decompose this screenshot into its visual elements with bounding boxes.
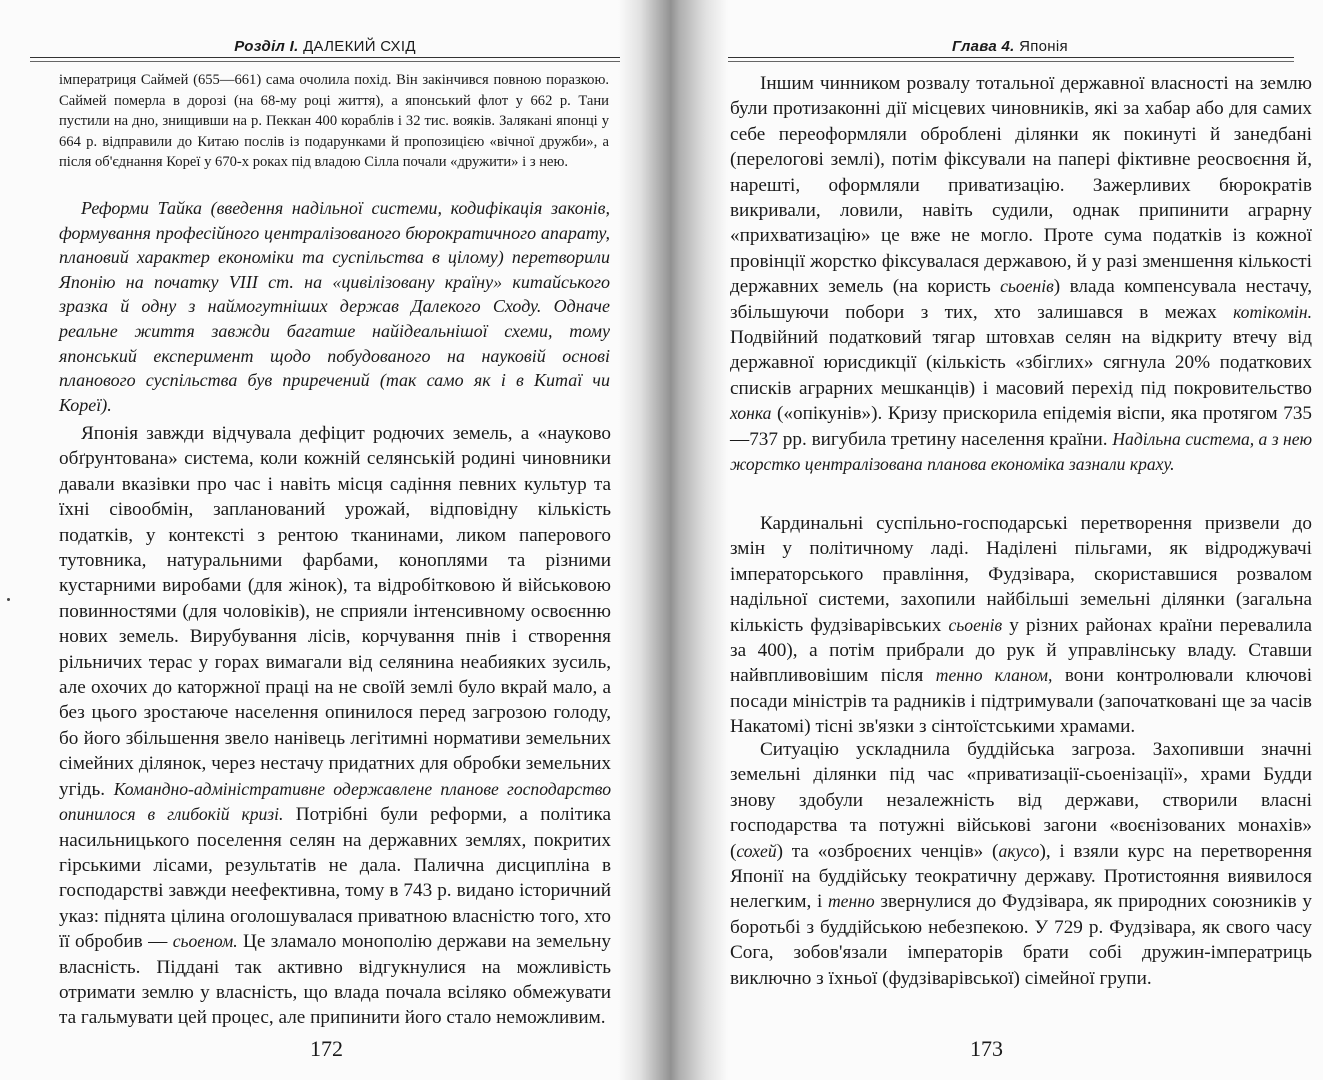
section-label: Розділ І. [234, 38, 299, 55]
text-run: Ситуацію ускладнила буддійська загроза. Захопивши значні земельні ділянки під час «приватизації-сьоенізації», храми Будди знову здобули незалежність від держави, створили власні господарства та потужні військові загони «воєнізованих монахів» ( [730, 739, 1312, 862]
body-term: сьоеном. [172, 931, 238, 952]
margin-mark [7, 598, 10, 601]
right-paragraph-1 [730, 71, 1312, 478]
text-run: вони контролювали ключові посади міністрів та радників і підтримували (започатковані ще за часів Накатомі) тісні зв'язки з сінтоїстськими храмами. [730, 665, 1313, 738]
term: акусо [998, 840, 1040, 861]
text-run: («опікунів»). Кризу прискорила епідемія віспи, яка протягом 735—737 рр. вигубила третину населення країни. [730, 403, 1313, 450]
right-paragraph-3 [730, 737, 1312, 991]
term: хонка [730, 403, 772, 424]
running-head-left [30, 38, 620, 55]
left-page [0, 0, 650, 1080]
term: котікомін. [1233, 301, 1313, 322]
text-run: ) влада компенсувала нестачу, збільшуючи побори з тих, хто залишався в межах [730, 276, 1313, 323]
italic-sentence: Надільна система, а з нею жорстко централізована планова економіка зазнали краху. [730, 428, 1312, 475]
chapter-label: Глава 4. [952, 38, 1015, 55]
italic-summary-paragraph: Реформи Тайка (введення надільної системи, кодифікація законів, формування професійного централізованого бюрократичного апарату, плановий характер економіки та суспільства в цілому) перетворили Японію на початку VIII ст. на «цивілізовану країну» китайського зразка й одну з наймогутніших держав Далекого Сходу. Одначе реальне життя завжди багатше найідеальнішої схеми, тому японський експеримент щодо побудованого на науковій основі планового суспільства був приречений (так само як і в Китаї чи Кореї). [59, 198, 610, 415]
term: сьоенів [948, 614, 1003, 635]
header-rule [728, 57, 1294, 62]
body-text-1: Японія завжди відчувала дефіцит родючих земель, а «науково обґрунтована» система, коли кожній селянській родині чиновники давали вказівки про час і навіть місця садіння певних культур та їхні сівообмін, запланований урожай, відповідну кількість податків, у контексті з рентою тканинами, ликом паперового тутовника, натуральними фарбами, коноплями та різними кустарними виробами (для жінок), та відробітковою й військовою повинностями (для чоловіків), не сприяли інтенсивному освоєнню нових земель. Вирубування лісів, корчування пнів і створення рільничих терас у горах вимагали від селянина неабияких зусиль, але охочих до каторжної праці на не своїй землі було вкрай мало, а без цього зростаюче населення опинилося перед загрозою голоду, бо його збільшення звело нанівець легітимні нормативи земельних сімейних ділянок, через нестачу придатних для обробки земельних угідь. [59, 423, 611, 800]
body-paragraph [59, 421, 611, 1031]
text-run: звернулися до Фудзівара, як природних союзників у боротьбі з буддійською небезпекою. У 729 р. Фудзівара, як свого часу Сога, зобов'язали імператорів брати собі дружин-імператриць виключно з їхньої (фудзіварівської) сімейної групи. [730, 891, 1312, 989]
running-head-right [730, 38, 1290, 55]
body-text-2: Потрібні були реформи, а політика насильницького поселення селян на державних землях, покритих гірськими лісами, результатів не дала. Палична дисципліна в господарстві завжди неефективна, тому в 743 р. видано історичний указ: піднята цілина оголошувалася приватною власністю того, хто її обробив — [59, 804, 611, 953]
text-run: Іншим чинником розвалу тотальної державної власності на землю були протизаконні дії місцевих чиновників, які за хабар або для самих себе переоформляли оброблені ділянки як покинуті й занедбані (перелогові землі), потім фіксували на папері фіктивне реосвоєння й, нарешті, оформляли приватизацію. Зажерливих бюрократів викривали, ловили, навіть судили, однак припинити аграрну «прихватизацію» це вже не могло. Проте сума податків із кожної провінції жорстко фіксувалася державою, й у разі зменшення кількості державних земель (на користь [730, 73, 1312, 298]
page-number-left: 172 [310, 1036, 343, 1061]
term: сьоенів [1000, 276, 1054, 297]
chapter-title: Японія [1019, 38, 1068, 55]
text-run: ), і взяли курс на перетворення Японії на буддійську теократичну державу. Протистояння виявилося нелегким, і [730, 840, 1312, 913]
term: тенно кланом, [935, 665, 1053, 686]
text-run: Кардинальні суспільно-господарські перетворення призвели до змін у політичному ладі. Наділені пільгами, як відроджувачі імператорського правління, Фудзівара, скориставшися розвалом надільної системи, захопили найбільші земельні ділянки (загальна кількість фудзіварівських [730, 513, 1312, 636]
small-print-paragraph: імператриця Саймей (655—661) сама очолила похід. Він закінчився повною поразкою. Саймей померла в дорозі (на 68-му році життя), а японський флот у 662 р. Тани пустили на дно, знищивши на р. Пеккан 400 кораблів і 32 тис. вояків. Залякані японці у 664 р. відправили до Китаю послів із подарунками й пропозицією «вічної дружби», а після об'єднання Кореї у 670-х роках під владою Сілла почали «дружити» і з нею. [59, 72, 609, 170]
body-text-3: Це зламало монополію держави на земельну власність. Піддані так активно відгукнулися на можливість отримати землю у власність, що влада почала всіляко обмежувати та гальмувати цей процес, але припинити його стало неможливим. [59, 931, 612, 1029]
right-paragraph-2 [730, 511, 1312, 740]
page-number-right: 173 [970, 1036, 1003, 1061]
text-run: ) та «озброєних ченців» ( [776, 840, 999, 862]
text-run: у різних районах країни перевалила за 400), а потім прибрали до рук й управлінську владу. Ставши найвпливовішим після [730, 614, 1313, 687]
term: тенно [827, 891, 875, 912]
section-title: ДАЛЕКИЙ СХІД [303, 38, 416, 55]
term: сохей [736, 840, 777, 861]
text-run: Подвійний податковий тягар штовхав селян на відкриту втечу від державної юрисдикції (кількість «збіглих» сягнула 20% податкових списків аграрних мешканців) і масовий перехід під покровительство [730, 327, 1312, 399]
body-italic-sentence: Командно-адміністративне одержавлене планове господарство опинилося в глибокій кризі. [59, 778, 612, 825]
header-rule [30, 57, 620, 62]
